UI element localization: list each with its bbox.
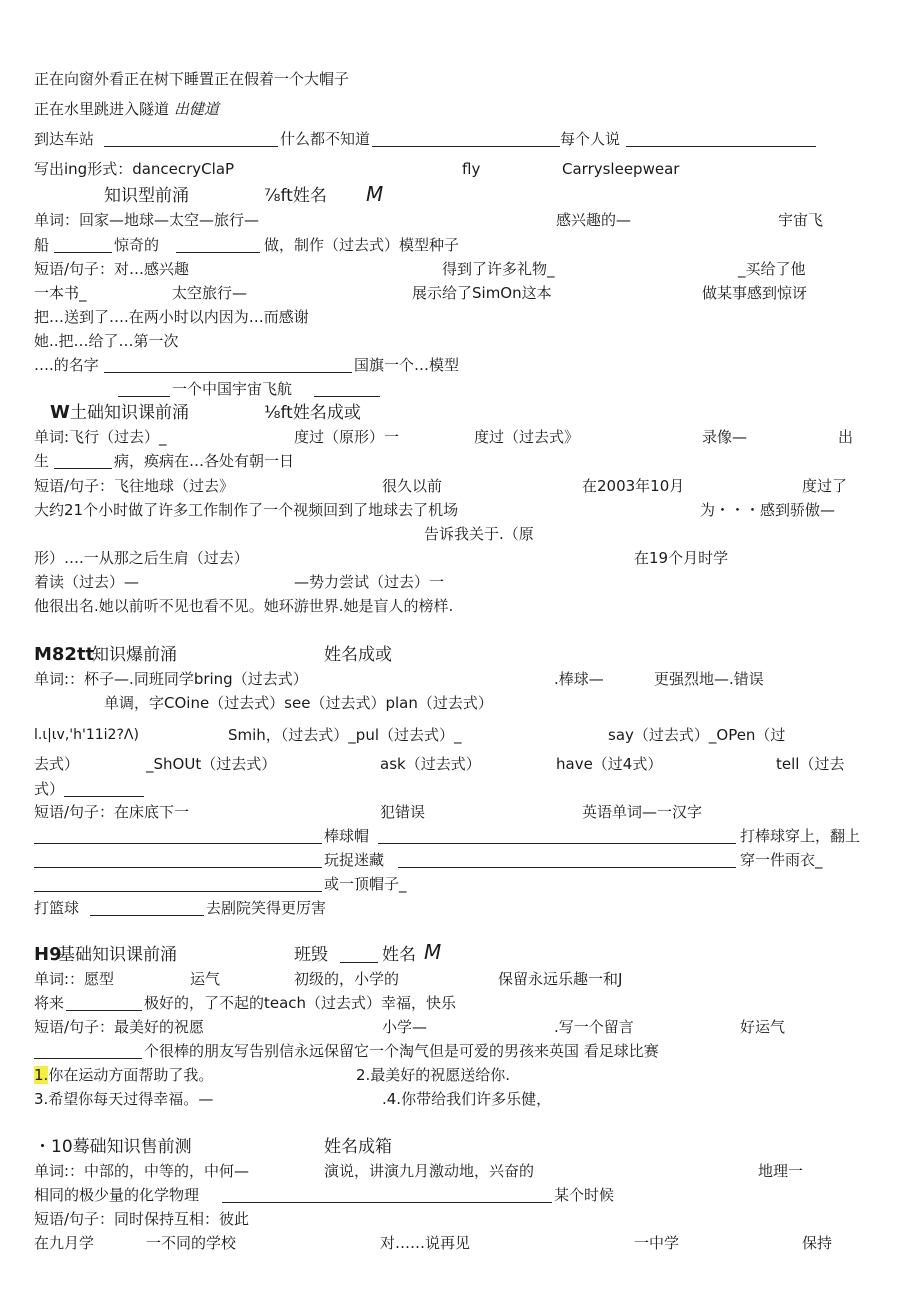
s9-phrase-3b: 穿一件雨衣_	[740, 851, 823, 869]
s8-words-2a: 生	[34, 452, 50, 470]
s10-words-1c: 初级的，小学的	[294, 970, 400, 988]
blank-line	[340, 962, 378, 963]
s7-words-1a: 单词：回家—地球—太空—旅行—	[34, 211, 260, 229]
s8-words-1e: 出	[838, 428, 854, 446]
blank-line	[66, 1010, 142, 1011]
blank-line	[314, 396, 380, 397]
section-10-title-prefix: H9	[34, 944, 62, 965]
s10-words-1a: 单词:：愿型	[34, 970, 115, 988]
s10-phrase-1c: .写一个留言	[554, 1018, 634, 1036]
blank-line	[54, 252, 112, 253]
s7-phrase-4: 她..把…给了…第一次	[34, 332, 179, 350]
section-8-title: 土础知识课前涌	[70, 403, 189, 423]
blank-line	[626, 146, 816, 147]
s7-words-2a: 船	[34, 236, 50, 254]
s9-words-4e: tell（过去	[776, 755, 845, 773]
line-2b: 出健道	[174, 100, 220, 118]
s9-phrase-2b: 打棒球穿上，翻上	[740, 827, 861, 845]
s11-phrase-2c: 对……说再见	[380, 1234, 471, 1252]
blank-line	[118, 396, 170, 397]
s7-phrase-2b: 太空旅行—	[172, 284, 248, 302]
section-10-name: 姓名	[382, 945, 416, 965]
s8-phrase-5a: 着读（过去）—	[34, 573, 140, 591]
s9-words-4b: _ShOUt（过去式）	[146, 755, 277, 773]
s9-phrase-2a: 棒球帽	[324, 827, 370, 845]
s9-phrase-3a: 玩捉迷藏	[324, 851, 385, 869]
s9-phrase-1c: 英语单词—一汉字	[582, 803, 703, 821]
section-7-name: ⅞ft姓名	[264, 186, 327, 206]
s7-phrase-2c: 展示给了SimOn这本	[412, 284, 552, 302]
line-4b: fly	[462, 160, 481, 178]
s8-words-2b: 病，痪病在…各处有朝一日	[114, 452, 295, 470]
s9-words-1b: .棒球—	[554, 670, 604, 688]
blank-line	[34, 891, 322, 892]
line-1: 正在向窗外看正在树下睡置正在假着一个大帽子	[34, 70, 350, 88]
section-9-title: 知识爆前涌	[92, 645, 177, 665]
s9-words-4d: have（过4式）	[556, 755, 663, 773]
blank-line	[34, 843, 322, 844]
s11-phrase-2e: 保持	[802, 1234, 833, 1252]
section-9-name: 姓名成或	[324, 645, 392, 665]
s7-phrase-5a: ….的名字	[34, 356, 99, 374]
line-2a: 正在水里跳进入隧道	[34, 100, 170, 118]
s8-phrase-2a: 大约21个小时做了许多工作制作了一个视频回到了地球去了机场	[34, 501, 459, 519]
s10-phrase-1b: 小学—	[382, 1018, 428, 1036]
s8-phrase-4a: 形）….一从那之后生肩（过去）	[34, 549, 249, 567]
blank-line	[372, 146, 560, 147]
s11-words-2a: 相同的极少量的化学物理	[34, 1186, 200, 1204]
blank-line	[176, 252, 260, 253]
s11-phrase-1: 短语/句子：同时保持互相：彼此	[34, 1210, 250, 1228]
s11-phrase-2b: 一不同的学校	[146, 1234, 237, 1252]
s8-words-1b: 度过（原形）一	[294, 428, 400, 446]
s10-words-1d: 保留永远乐趣一和J	[498, 970, 623, 988]
s8-phrase-5b: —势力尝试（过去）一	[294, 573, 445, 591]
blank-line	[222, 1202, 552, 1203]
s8-phrase-1a: 短语/句子：飞往地球（过去》	[34, 477, 235, 495]
s9-words-5: 式）	[34, 780, 65, 798]
section-10-name-mark: M	[424, 940, 442, 964]
s10-sentence-2: 2.最美好的祝愿送给你.	[356, 1066, 511, 1084]
s8-phrase-2b: 为・・・感到骄傲—	[700, 501, 836, 519]
s10-words-2b: 极好的，了不起的teach（过去式）幸福，快乐	[144, 994, 457, 1012]
section-8-title-prefix: W	[50, 402, 70, 423]
s9-words-2: 单调，字COine（过去式）see（过去式）plan（过去式）	[104, 694, 493, 712]
s11-phrase-2a: 在九月学	[34, 1234, 95, 1252]
line-3a: 到达车站	[34, 130, 95, 148]
s8-phrase-4b: 在19个月时学	[634, 549, 729, 567]
s7-phrase-5b: 国旗一个…模型	[354, 356, 460, 374]
s11-words-1b: 演说，讲演九月激动地，兴奋的	[324, 1162, 535, 1180]
blank-line	[34, 867, 322, 868]
section-10-title: 基础知识课前涌	[58, 945, 177, 965]
line-4a: 写出ing形式：dancecryClaP	[34, 160, 235, 178]
s7-phrase-2d: 做某事感到惊讶	[702, 284, 808, 302]
s7-phrase-2a: 一本书_	[34, 284, 87, 302]
line-3c: 每个人说	[560, 130, 621, 148]
s9-words-1a: 单词:：杯子—.同班同学bring（过去式）	[34, 670, 308, 688]
s11-phrase-2d: 一中学	[634, 1234, 680, 1252]
s9-words-3b: Smih，（过去式）_pul（过去式）_	[228, 726, 462, 744]
blank-line	[104, 372, 352, 373]
s10-phrase-1a: 短语/句子：最美好的祝愿	[34, 1018, 205, 1036]
s7-phrase-1b: 得到了许多礼物_	[442, 260, 555, 278]
s7-words-2b: 惊奇的	[114, 236, 160, 254]
section-8-name: ⅛ft姓名成或	[264, 403, 361, 423]
s10-phrase-1d: 好运气	[740, 1018, 786, 1036]
line-3b: 什么都不知道	[280, 130, 371, 148]
section-11-title: ・10蓦础知识售前测	[34, 1137, 192, 1157]
s9-words-3a: l.ι|ιv,'h'11i2?Λ)	[34, 727, 139, 743]
s7-words-2c: 做，制作（过去式）模型种子	[264, 236, 460, 254]
blank-line	[378, 843, 736, 844]
s7-phrase-3: 把…送到了….在两小时以内因为…而感谢	[34, 308, 309, 326]
s8-phrase-1c: 在2003年10月	[582, 477, 685, 495]
section-10-class: 班毁	[294, 945, 328, 965]
section-7-name-mark: M	[366, 182, 384, 206]
s8-words-1a: 单词:飞行（过去）_	[34, 428, 167, 446]
s7-phrase-1a: 短语/句子：对…感兴趣	[34, 260, 190, 278]
s11-words-1c: 地理一	[758, 1162, 804, 1180]
s8-phrase-6: 他很出名.她以前听不见也看不见。她环游世界.她是盲人的榜样.	[34, 597, 454, 615]
s9-phrase-5b: 去剧院笑得更厉害	[206, 899, 327, 917]
highlight-mark: 1.	[34, 1066, 49, 1084]
s10-phrase-2: 个很棒的朋友写告别信永远保留它一个淘气但是可爱的男孩来英国 看足球比赛	[144, 1042, 659, 1060]
s7-phrase-1c: _买给了他	[738, 260, 806, 278]
s10-sentence-1-text: 你在运动方面帮助了我。	[48, 1066, 214, 1084]
blank-line	[398, 867, 736, 868]
s7-words-1b: 感兴趣的—	[556, 211, 632, 229]
s10-sentence-3: 3.希望你每天过得幸福。—	[34, 1090, 214, 1108]
s7-words-1c: 宇宙飞	[778, 211, 824, 229]
s8-phrase-1d: 度过了	[802, 477, 848, 495]
s9-phrase-5a: 打篮球	[34, 899, 80, 917]
section-9-title-prefix: M82tt	[34, 644, 95, 665]
blank-line	[64, 796, 144, 797]
blank-line	[34, 1058, 142, 1059]
s8-words-1d: 录像—	[702, 428, 748, 446]
s8-phrase-1b: 很久以前	[382, 477, 443, 495]
s9-words-4c: ask（过去式）	[380, 755, 481, 773]
s10-sentence-4: .4.你带给我们许多乐健，	[382, 1090, 552, 1108]
s10-sentence-1	[34, 1066, 213, 1084]
s7-phrase-6: 一个中国宇宙飞航	[172, 380, 293, 398]
s10-words-2a: 将来	[34, 994, 65, 1012]
section-11-name: 姓名成箱	[324, 1137, 392, 1157]
blank-line	[90, 915, 204, 916]
s11-words-1a: 单词:：中部的，中等的，中何—	[34, 1162, 250, 1180]
blank-line	[104, 146, 278, 147]
line-4c: Carrysleepwear	[562, 160, 680, 178]
s9-phrase-1a: 短语/句子：在床底下一	[34, 803, 190, 821]
section-7-title: 知识型前涌	[104, 186, 189, 206]
s8-words-1c: 度过（过去式》	[474, 428, 580, 446]
s11-words-2b: 某个时候	[554, 1186, 615, 1204]
s9-phrase-4: 或一顶帽子_	[324, 875, 407, 893]
s10-words-1b: 运气	[190, 970, 221, 988]
blank-line	[54, 468, 112, 469]
s9-words-4a: 去式）	[34, 755, 80, 773]
s9-words-3c: say（过去式）_OPen（过	[608, 726, 786, 744]
s9-words-1c: 更强烈地—.错误	[654, 670, 764, 688]
s9-phrase-1b: 犯错误	[380, 803, 426, 821]
s8-phrase-3: 告诉我关于.（原	[424, 525, 534, 543]
